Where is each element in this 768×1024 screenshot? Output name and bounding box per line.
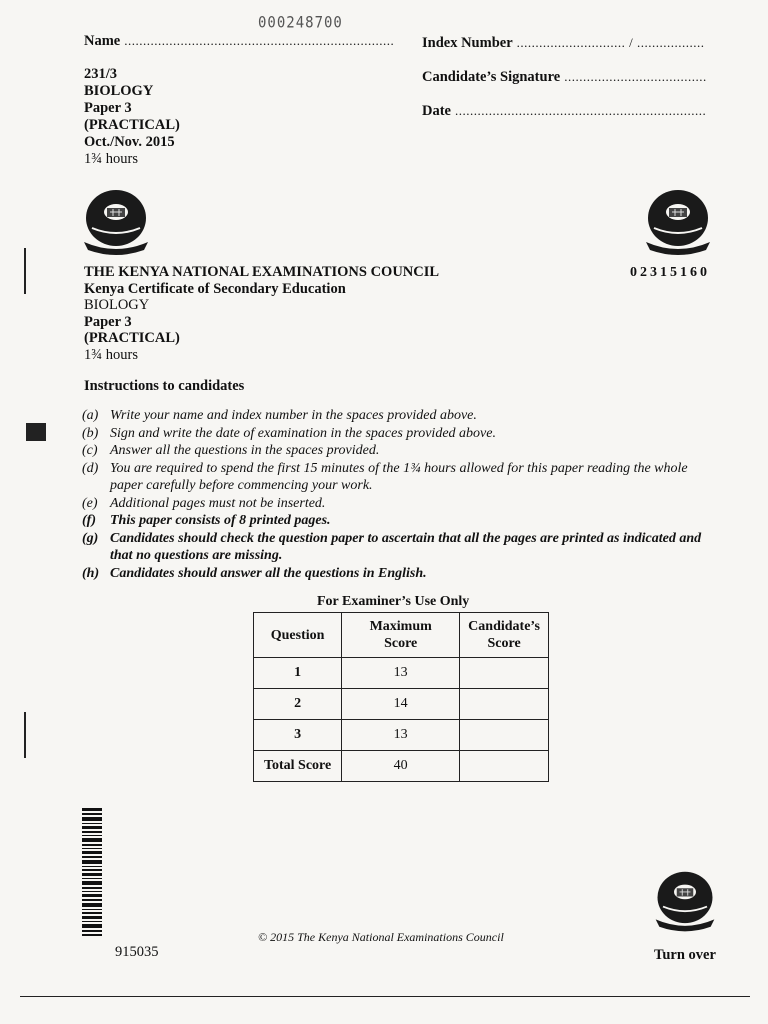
header-max-score: Maximum Score [342,613,460,658]
paper-type: (PRACTICAL) [84,117,180,133]
council-duration: 1¾ hours [84,346,138,363]
instruction-item: (c) Answer all the questions in the spaces provided. [82,443,380,458]
signature-label: Candidate’s Signature [422,69,561,85]
turn-over-label: Turn over [654,947,716,963]
paper-code: 231/3 [84,66,118,82]
signature-field [422,68,707,86]
table-header-row [254,613,549,658]
council-name: THE KENYA NATIONAL EXAMINATIONS COUNCIL [84,264,440,280]
max-score-cell: 14 [342,689,460,720]
instruction-item: (b) Sign and write the date of examination in the spaces provided above. [82,425,496,441]
max-score-cell: 13 [342,658,460,689]
registration-mark [26,423,46,441]
header-question: Question [254,613,342,658]
table-row [254,720,549,751]
total-score-cell[interactable] [460,751,549,782]
date-field [422,102,706,120]
table-caption: For Examiner’s Use Only [317,594,470,609]
date-dots: ................................................................... [455,103,707,118]
date-label: Date [422,103,451,119]
candidate-score-cell[interactable] [460,658,549,689]
paper-duration: 1¾ hours [84,151,138,167]
name-dots: ........................................................................ [124,33,395,48]
council-block [84,264,439,363]
index-number-label: Index Number [422,35,513,51]
examiner-score-table [253,612,549,782]
instruction-item: (h) Candidates should answer all the questions in English. [82,565,427,581]
instruction-item: (d) You are required to spend the first 15 minutes of the 1¾ hours allowed for this paper reading the whole paper carefully before commencing your work. [82,460,688,493]
table-row [254,689,549,720]
council-paper: Paper 3 [84,313,132,330]
candidate-score-cell[interactable] [460,720,549,751]
candidate-score-cell[interactable] [460,689,549,720]
stamp-number: 000248700 [258,13,343,33]
instruction-item: (a) Write your name and index number in the spaces provided above. [82,408,477,423]
name-label: Name [84,33,121,49]
table-row [254,658,549,689]
paper-session: Oct./Nov. 2015 [84,134,175,150]
footer-code: 915035 [115,944,159,960]
bottom-rule [20,996,750,997]
index-number-field [422,34,705,52]
name-field [84,32,394,50]
max-score-cell: 13 [342,720,460,751]
total-label: Total Score [254,751,342,782]
paper-number: Paper 3 [84,100,132,116]
paper-info [84,66,180,168]
coat-of-arms-emblem-right [642,188,714,258]
coat-of-arms-footer-emblem [652,868,718,936]
paper-subject: BIOLOGY [84,83,154,99]
serial-number: 02315160 [630,265,710,280]
question-cell: 1 [254,658,342,689]
total-max-cell: 40 [342,751,460,782]
index-number-dots: ............................. / .................. [516,35,705,50]
instruction-item: (f) This paper consists of 8 printed pages. [82,513,331,528]
margin-bracket [24,248,26,294]
margin-bracket [24,712,26,758]
certificate-name: Kenya Certificate of Secondary Education [84,280,346,297]
header-candidate-score: Candidate’s Score [460,613,549,658]
question-cell: 2 [254,689,342,720]
instructions-list [82,407,722,582]
instruction-item: (g) Candidates should check the question paper to ascertain that all the pages are printed as indicated and that no questions are missing. [82,530,702,563]
barcode [82,808,102,936]
council-subject: BIOLOGY [84,297,150,313]
copyright-notice: © 2015 The Kenya National Examinations Council [258,930,504,944]
coat-of-arms-emblem [80,188,152,258]
question-cell: 3 [254,720,342,751]
instructions-heading: Instructions to candidates [84,378,245,394]
signature-dots: ...................................... [564,69,707,84]
instruction-item: (e) Additional pages must not be inserted. [82,495,326,511]
total-row [254,751,549,782]
council-type: (PRACTICAL) [84,330,180,346]
